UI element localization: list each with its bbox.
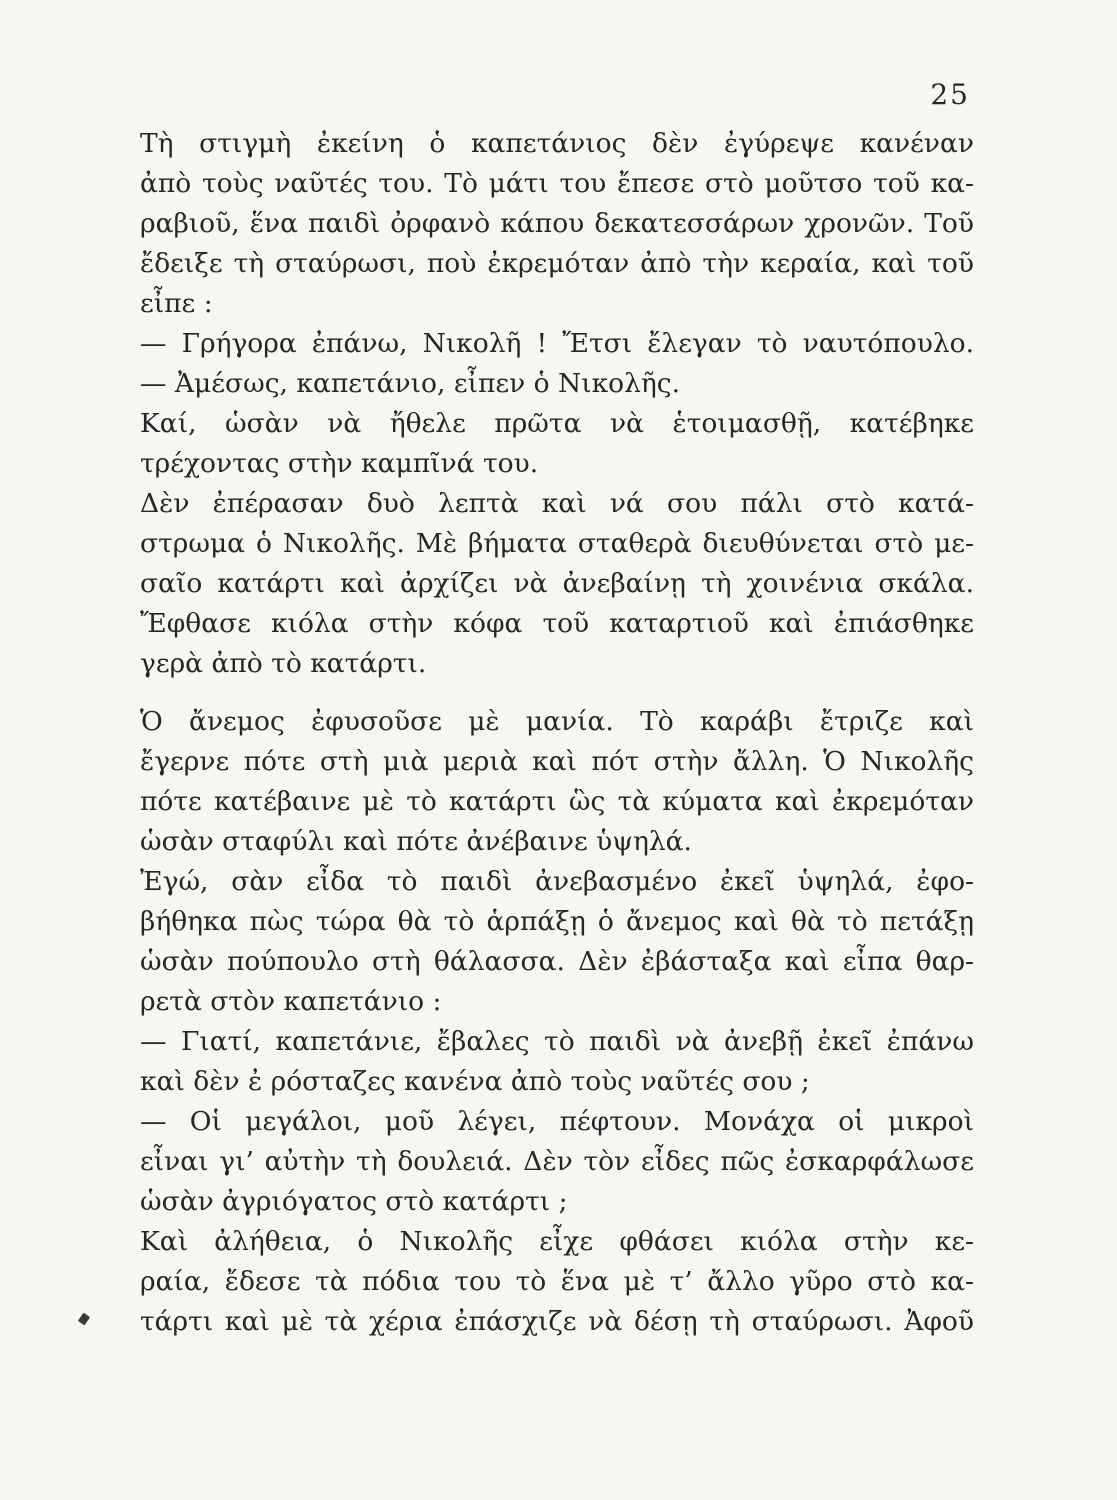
text-line: Ἔφθασε κιόλα στὴν κόφα τοῦ καταρτιοῦ καὶ ἐπιάσθηκε <box>140 608 974 639</box>
page-number: 25 <box>930 78 970 111</box>
text-line: τάρτι καὶ μὲ τὰ χέρια ἐπάσχιζε νὰ δέσῃ τὴ σταύρωσι. Ἀφοῦ <box>140 1306 974 1337</box>
text-line: ἔγερνε πότε στὴ μιὰ μεριὰ καὶ πότ στὴν ἄλλη. Ὁ Νικολῆς <box>140 746 974 777</box>
text-line: Καὶ ἀλήθεια, ὁ Νικολῆς εἶχε φθάσει κιόλα στὴν κε- <box>140 1226 974 1257</box>
text-line: — Ἀμέσως, καπετάνιο, εἶπεν ὁ Νικολῆς. <box>140 368 681 399</box>
text-line: Δὲν ἐπέρασαν δυὸ λεπτὰ καὶ νά σου πάλι στὸ κατά- <box>140 488 974 519</box>
text-line: ὡσὰν ἀγριόγατος στὸ κατάρτι ; <box>140 1186 568 1217</box>
text-line: ὡσὰν σταφύλι καὶ πότε ἀνέβαινε ὑψηλά. <box>140 826 692 857</box>
text-line: ρετὰ στὸν καπετάνιο : <box>140 986 442 1017</box>
text-line: — Οἱ μεγάλοι, μοῦ λέγει, πέφτουν. Μονάχα οἱ μικροὶ <box>140 1106 974 1137</box>
text-line: τρέχοντας στὴν καμπῖνά του. <box>140 448 539 479</box>
text-line: γερὰ ἀπὸ τὸ κατάρτι. <box>140 648 427 679</box>
text-line: ραία, ἔδεσε τὰ πόδια του τὸ ἕνα μὲ τ’ ἄλλο γῦρο στὸ κα- <box>140 1266 974 1297</box>
text-line: ὡσὰν πούπουλο στὴ θάλασσα. Δὲν ἐβάσταξα καὶ εἶπα θαρ- <box>140 946 974 977</box>
body-text <box>140 126 974 1344</box>
text-line: Ἐγώ, σὰν εἶδα τὸ παιδὶ ἀνεβασμένο ἐκεῖ ὑψηλά, ἐφο- <box>140 866 974 897</box>
text-line: στρωμα ὁ Νικολῆς. Μὲ βήματα σταθερὰ διευθύνεται στὸ με- <box>140 528 974 559</box>
text-line: ἀπὸ τοὺς ναῦτές του. Τὸ μάτι του ἔπεσε στὸ μοῦτσο τοῦ κα- <box>140 168 974 199</box>
text-line: καὶ δὲν ἐ ρόσταζες κανένα ἀπὸ τοὺς ναῦτές σου ; <box>140 1066 810 1097</box>
paragraph-gap <box>140 686 974 704</box>
text-line: Καί, ὡσὰν νὰ ἤθελε πρῶτα νὰ ἑτοιμασθῇ, κατέβηκε <box>140 408 974 439</box>
text-line: Τὴ στιγμὴ ἐκείνη ὁ καπετάνιος δὲν ἐγύρεψε κανέναν <box>140 128 974 159</box>
text-line: — Γιατί, καπετάνιε, ἔβαλες τὸ παιδὶ νὰ ἀνεβῇ ἐκεῖ ἐπάνω <box>140 1026 974 1057</box>
text-line: σαῖο κατάρτι καὶ ἀρχίζει νὰ ἀνεβαίνῃ τὴ χοινένια σκάλα. <box>140 568 974 599</box>
text-line: ραβιοῦ, ἕνα παιδὶ ὀρφανὸ κάπου δεκατεσσάρων χρονῶν. Τοῦ <box>140 208 974 239</box>
ink-mark <box>78 1313 90 1326</box>
text-line: Ὁ ἄνεμος ἐφυσοῦσε μὲ μανία. Τὸ καράβι ἔτριζε καὶ <box>140 706 974 737</box>
text-line: βήθηκα πὼς τώρα θὰ τὸ ἁρπάξῃ ὁ ἄνεμος καὶ θὰ τὸ πετάξῃ <box>140 906 974 937</box>
text-line: εἶναι γι’ αὐτὴν τὴ δουλειά. Δὲν τὸν εἶδες πῶς ἐσκαρφάλωσε <box>140 1146 974 1177</box>
text-line: πότε κατέβαινε μὲ τὸ κατάρτι ὣς τὰ κύματα καὶ ἐκρεμόταν <box>140 786 974 817</box>
text-line: ἔδειξε τὴ σταύρωσι, ποὺ ἐκρεμόταν ἀπὸ τὴν κεραία, καὶ τοῦ <box>140 248 974 279</box>
text-line: εἶπε : <box>140 288 213 319</box>
text-line: — Γρήγορα ἐπάνω, Νικολῆ ! Ἔτσι ἔλεγαν τὸ ναυτόπουλο. <box>140 328 974 359</box>
